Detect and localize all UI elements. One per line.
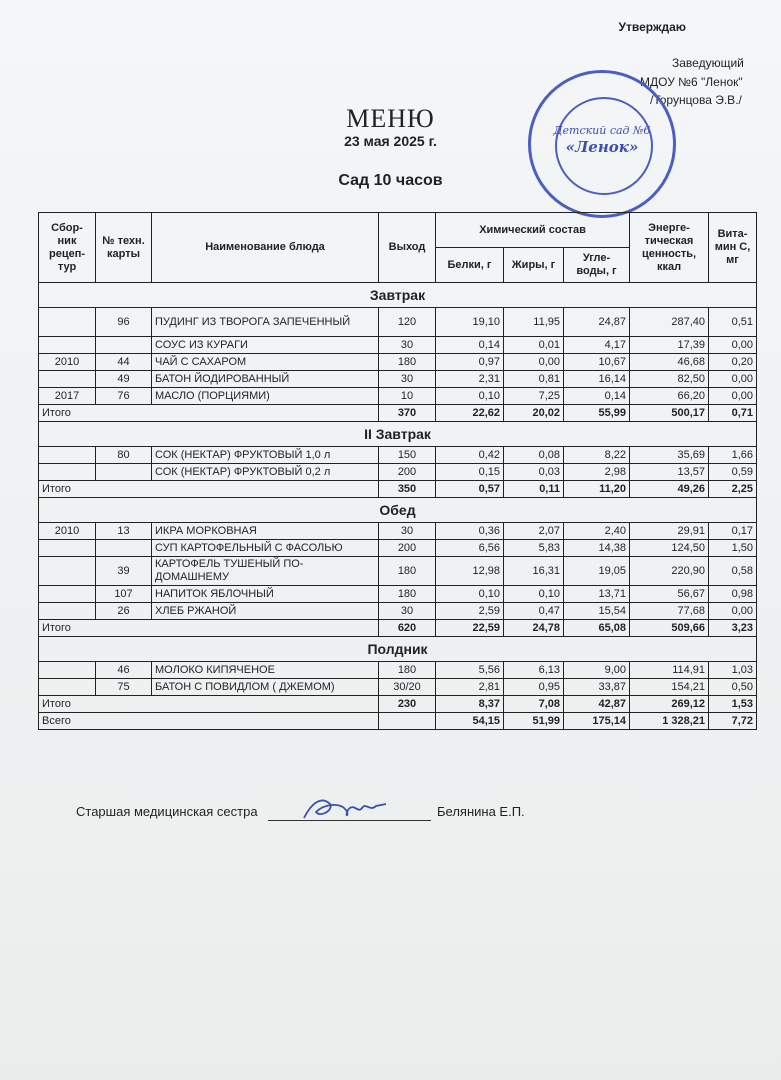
section-title: II Завтрак bbox=[39, 422, 757, 447]
cell-card: 44 bbox=[96, 354, 152, 371]
cell-card bbox=[96, 464, 152, 481]
header-card: № техн. карты bbox=[96, 213, 152, 283]
cell-dish: БАТОН ЙОДИРОВАННЫЙ bbox=[152, 371, 379, 388]
cell-energy: 29,91 bbox=[630, 523, 709, 540]
grand-total-vitamin: 7,72 bbox=[709, 713, 757, 730]
cell-collection bbox=[39, 464, 96, 481]
cell-vitamin: 0,00 bbox=[709, 371, 757, 388]
cell-protein: 0,42 bbox=[436, 447, 504, 464]
cell-yield: 200 bbox=[379, 464, 436, 481]
document-date: 23 мая 2025 г. bbox=[344, 133, 437, 149]
cell-protein: 0,36 bbox=[436, 523, 504, 540]
cell-card: 26 bbox=[96, 603, 152, 620]
header-yield: Выход bbox=[379, 213, 436, 283]
total-row bbox=[39, 620, 757, 637]
cell-fat: 0,00 bbox=[504, 354, 564, 371]
cell-collection: 2010 bbox=[39, 354, 96, 371]
total-yield: 620 bbox=[379, 620, 436, 637]
cell-energy: 17,39 bbox=[630, 337, 709, 354]
cell-collection bbox=[39, 308, 96, 337]
cell-yield: 200 bbox=[379, 540, 436, 557]
total-protein: 0,57 bbox=[436, 481, 504, 498]
cell-vitamin: 0,17 bbox=[709, 523, 757, 540]
table-row bbox=[39, 679, 757, 696]
cell-protein: 2,31 bbox=[436, 371, 504, 388]
cell-vitamin: 1,66 bbox=[709, 447, 757, 464]
table-row bbox=[39, 447, 757, 464]
header-protein: Белки, г bbox=[436, 248, 504, 283]
cell-vitamin: 0,51 bbox=[709, 308, 757, 337]
cell-energy: 114,91 bbox=[630, 662, 709, 679]
header-collection: Сбор-ник рецеп-тур bbox=[39, 213, 96, 283]
header-vitamin: Вита-мин С, мг bbox=[709, 213, 757, 283]
cell-protein: 0,14 bbox=[436, 337, 504, 354]
total-label: Итого bbox=[39, 696, 379, 713]
cell-energy: 46,68 bbox=[630, 354, 709, 371]
cell-vitamin: 0,00 bbox=[709, 603, 757, 620]
cell-dish: ХЛЕБ РЖАНОЙ bbox=[152, 603, 379, 620]
cell-vitamin: 0,58 bbox=[709, 557, 757, 586]
total-yield: 350 bbox=[379, 481, 436, 498]
cell-protein: 19,10 bbox=[436, 308, 504, 337]
cell-yield: 180 bbox=[379, 662, 436, 679]
total-fat: 7,08 bbox=[504, 696, 564, 713]
cell-carbs: 2,98 bbox=[564, 464, 630, 481]
stamp-line-2: «Ленок» bbox=[565, 138, 639, 156]
cell-protein: 2,81 bbox=[436, 679, 504, 696]
table-row bbox=[39, 354, 757, 371]
document-subtitle: Сад 10 часов bbox=[338, 172, 443, 189]
table-row bbox=[39, 388, 757, 405]
cell-collection bbox=[39, 603, 96, 620]
cell-carbs: 9,00 bbox=[564, 662, 630, 679]
total-yield: 230 bbox=[379, 696, 436, 713]
signer-name: Белянина Е.П. bbox=[437, 804, 525, 819]
total-energy: 269,12 bbox=[630, 696, 709, 713]
total-protein: 22,59 bbox=[436, 620, 504, 637]
cell-carbs: 24,87 bbox=[564, 308, 630, 337]
total-row bbox=[39, 696, 757, 713]
cell-carbs: 16,14 bbox=[564, 371, 630, 388]
cell-energy: 154,21 bbox=[630, 679, 709, 696]
total-carbs: 42,87 bbox=[564, 696, 630, 713]
total-carbs: 11,20 bbox=[564, 481, 630, 498]
cell-fat: 0,03 bbox=[504, 464, 564, 481]
section-title: Обед bbox=[39, 498, 757, 523]
cell-energy: 56,67 bbox=[630, 586, 709, 603]
section-title: Завтрак bbox=[39, 283, 757, 308]
cell-protein: 5,56 bbox=[436, 662, 504, 679]
cell-card: 76 bbox=[96, 388, 152, 405]
grand-total-label: Всего bbox=[39, 713, 379, 730]
cell-energy: 35,69 bbox=[630, 447, 709, 464]
total-energy: 509,66 bbox=[630, 620, 709, 637]
cell-carbs: 19,05 bbox=[564, 557, 630, 586]
total-vitamin: 0,71 bbox=[709, 405, 757, 422]
cell-energy: 66,20 bbox=[630, 388, 709, 405]
total-protein: 8,37 bbox=[436, 696, 504, 713]
total-vitamin: 3,23 bbox=[709, 620, 757, 637]
cell-dish: ИКРА МОРКОВНАЯ bbox=[152, 523, 379, 540]
cell-energy: 13,57 bbox=[630, 464, 709, 481]
header-carbs: Угле-воды, г bbox=[564, 248, 630, 283]
header-dish: Наименование блюда bbox=[152, 213, 379, 283]
cell-card bbox=[96, 540, 152, 557]
cell-protein: 0,10 bbox=[436, 586, 504, 603]
cell-vitamin: 1,03 bbox=[709, 662, 757, 679]
total-label: Итого bbox=[39, 620, 379, 637]
table-row bbox=[39, 523, 757, 540]
cell-dish: ПУДИНГ ИЗ ТВОРОГА ЗАПЕЧЕННЫЙ bbox=[152, 308, 379, 337]
cell-card: 96 bbox=[96, 308, 152, 337]
total-energy: 49,26 bbox=[630, 481, 709, 498]
cell-collection bbox=[39, 662, 96, 679]
cell-yield: 120 bbox=[379, 308, 436, 337]
total-carbs: 55,99 bbox=[564, 405, 630, 422]
cell-carbs: 10,67 bbox=[564, 354, 630, 371]
grand-total-carbs: 175,14 bbox=[564, 713, 630, 730]
cell-fat: 0,08 bbox=[504, 447, 564, 464]
cell-collection bbox=[39, 540, 96, 557]
table-row bbox=[39, 464, 757, 481]
table-row bbox=[39, 586, 757, 603]
cell-card: 75 bbox=[96, 679, 152, 696]
cell-card bbox=[96, 337, 152, 354]
cell-yield: 180 bbox=[379, 354, 436, 371]
total-carbs: 65,08 bbox=[564, 620, 630, 637]
cell-carbs: 4,17 bbox=[564, 337, 630, 354]
grand-total-yield bbox=[379, 713, 436, 730]
cell-energy: 82,50 bbox=[630, 371, 709, 388]
menu-table bbox=[38, 212, 757, 730]
cell-yield: 10 bbox=[379, 388, 436, 405]
cell-collection bbox=[39, 371, 96, 388]
total-row bbox=[39, 481, 757, 498]
cell-fat: 16,31 bbox=[504, 557, 564, 586]
cell-yield: 30 bbox=[379, 603, 436, 620]
cell-card: 80 bbox=[96, 447, 152, 464]
cell-protein: 2,59 bbox=[436, 603, 504, 620]
cell-protein: 0,97 bbox=[436, 354, 504, 371]
grand-total-protein: 54,15 bbox=[436, 713, 504, 730]
total-fat: 20,02 bbox=[504, 405, 564, 422]
stamp-line-1: Детский сад №6 bbox=[553, 124, 651, 137]
cell-yield: 30 bbox=[379, 371, 436, 388]
cell-card: 39 bbox=[96, 557, 152, 586]
cell-collection bbox=[39, 337, 96, 354]
cell-energy: 220,90 bbox=[630, 557, 709, 586]
table-row bbox=[39, 662, 757, 679]
cell-dish: НАПИТОК ЯБЛОЧНЫЙ bbox=[152, 586, 379, 603]
cell-energy: 287,40 bbox=[630, 308, 709, 337]
cell-card: 46 bbox=[96, 662, 152, 679]
total-fat: 24,78 bbox=[504, 620, 564, 637]
cell-fat: 0,10 bbox=[504, 586, 564, 603]
cell-fat: 5,83 bbox=[504, 540, 564, 557]
approver-organization: МДОУ №6 "Ленок" bbox=[640, 75, 743, 89]
table-row bbox=[39, 603, 757, 620]
grand-total-row bbox=[39, 713, 757, 730]
cell-dish: МАСЛО (ПОРЦИЯМИ) bbox=[152, 388, 379, 405]
approver-name: /Торунцова Э.В./ bbox=[650, 93, 742, 107]
cell-fat: 0,47 bbox=[504, 603, 564, 620]
cell-fat: 2,07 bbox=[504, 523, 564, 540]
total-vitamin: 1,53 bbox=[709, 696, 757, 713]
cell-vitamin: 0,20 bbox=[709, 354, 757, 371]
cell-vitamin: 0,98 bbox=[709, 586, 757, 603]
table-row bbox=[39, 308, 757, 337]
cell-protein: 0,15 bbox=[436, 464, 504, 481]
cell-collection bbox=[39, 557, 96, 586]
approval-label: Утверждаю bbox=[618, 20, 686, 34]
table-row bbox=[39, 337, 757, 354]
cell-collection bbox=[39, 447, 96, 464]
table-row bbox=[39, 371, 757, 388]
cell-energy: 77,68 bbox=[630, 603, 709, 620]
header-fat: Жиры, г bbox=[504, 248, 564, 283]
cell-carbs: 2,40 bbox=[564, 523, 630, 540]
cell-vitamin: 0,59 bbox=[709, 464, 757, 481]
cell-collection bbox=[39, 679, 96, 696]
cell-vitamin: 0,50 bbox=[709, 679, 757, 696]
cell-card: 13 bbox=[96, 523, 152, 540]
cell-fat: 0,81 bbox=[504, 371, 564, 388]
cell-fat: 0,95 bbox=[504, 679, 564, 696]
cell-energy: 124,50 bbox=[630, 540, 709, 557]
cell-fat: 0,01 bbox=[504, 337, 564, 354]
cell-dish: КАРТОФЕЛЬ ТУШЕНЫЙ ПО-ДОМАШНЕМУ bbox=[152, 557, 379, 586]
section-title: Полдник bbox=[39, 637, 757, 662]
cell-dish: ЧАЙ С САХАРОМ bbox=[152, 354, 379, 371]
grand-total-energy: 1 328,21 bbox=[630, 713, 709, 730]
cell-protein: 12,98 bbox=[436, 557, 504, 586]
cell-card: 49 bbox=[96, 371, 152, 388]
cell-yield: 30/20 bbox=[379, 679, 436, 696]
cell-protein: 0,10 bbox=[436, 388, 504, 405]
cell-fat: 11,95 bbox=[504, 308, 564, 337]
header-chem: Химический состав bbox=[436, 213, 630, 248]
cell-dish: СОУС ИЗ КУРАГИ bbox=[152, 337, 379, 354]
table-row bbox=[39, 540, 757, 557]
cell-fat: 7,25 bbox=[504, 388, 564, 405]
total-fat: 0,11 bbox=[504, 481, 564, 498]
grand-total-fat: 51,99 bbox=[504, 713, 564, 730]
cell-dish: СОК (НЕКТАР) ФРУКТОВЫЙ 0,2 л bbox=[152, 464, 379, 481]
document-title: МЕНЮ bbox=[346, 104, 435, 133]
cell-yield: 30 bbox=[379, 523, 436, 540]
total-protein: 22,62 bbox=[436, 405, 504, 422]
cell-collection bbox=[39, 586, 96, 603]
cell-carbs: 0,14 bbox=[564, 388, 630, 405]
header-energy: Энерге-тическая ценность, ккал bbox=[630, 213, 709, 283]
cell-carbs: 13,71 bbox=[564, 586, 630, 603]
total-label: Итого bbox=[39, 405, 379, 422]
total-yield: 370 bbox=[379, 405, 436, 422]
total-row bbox=[39, 405, 757, 422]
cell-dish: СОК (НЕКТАР) ФРУКТОВЫЙ 1,0 л bbox=[152, 447, 379, 464]
total-vitamin: 2,25 bbox=[709, 481, 757, 498]
signer-role: Старшая медицинская сестра bbox=[76, 804, 258, 819]
cell-dish: МОЛОКО КИПЯЧЕНОЕ bbox=[152, 662, 379, 679]
cell-yield: 30 bbox=[379, 337, 436, 354]
cell-collection: 2017 bbox=[39, 388, 96, 405]
cell-dish: БАТОН С ПОВИДЛОМ ( ДЖЕМОМ) bbox=[152, 679, 379, 696]
cell-protein: 6,56 bbox=[436, 540, 504, 557]
cell-carbs: 33,87 bbox=[564, 679, 630, 696]
total-label: Итого bbox=[39, 481, 379, 498]
cell-fat: 6,13 bbox=[504, 662, 564, 679]
cell-vitamin: 0,00 bbox=[709, 337, 757, 354]
cell-collection: 2010 bbox=[39, 523, 96, 540]
total-energy: 500,17 bbox=[630, 405, 709, 422]
cell-carbs: 15,54 bbox=[564, 603, 630, 620]
cell-carbs: 8,22 bbox=[564, 447, 630, 464]
approver-position: Заведующий bbox=[672, 56, 744, 70]
cell-yield: 150 bbox=[379, 447, 436, 464]
signature-scribble bbox=[300, 792, 390, 826]
table-row bbox=[39, 557, 757, 586]
cell-dish: СУП КАРТОФЕЛЬНЫЙ С ФАСОЛЬЮ bbox=[152, 540, 379, 557]
cell-carbs: 14,38 bbox=[564, 540, 630, 557]
cell-vitamin: 1,50 bbox=[709, 540, 757, 557]
cell-yield: 180 bbox=[379, 557, 436, 586]
cell-yield: 180 bbox=[379, 586, 436, 603]
cell-card: 107 bbox=[96, 586, 152, 603]
cell-vitamin: 0,00 bbox=[709, 388, 757, 405]
